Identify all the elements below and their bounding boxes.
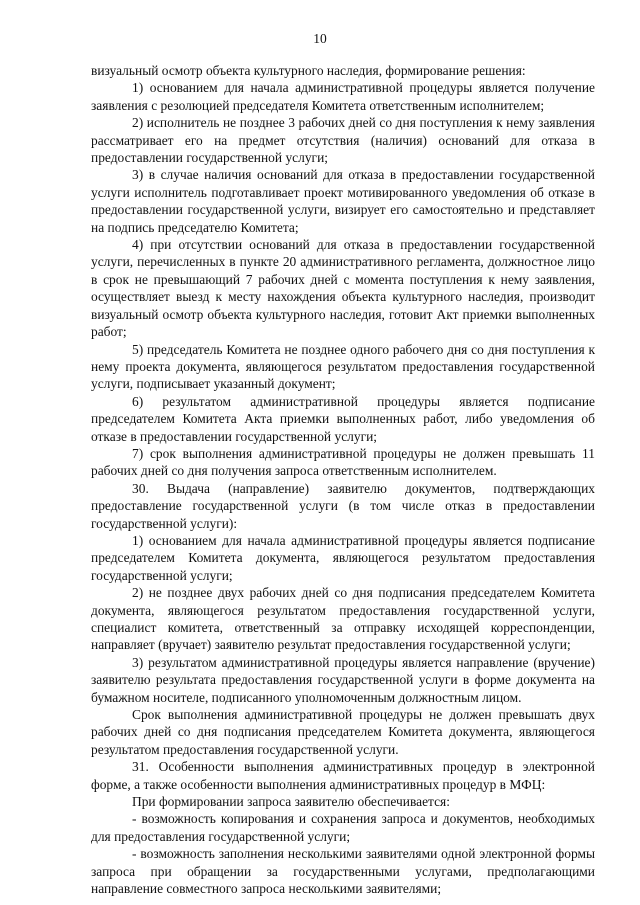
paragraph: 5) председатель Комитета не позднее одного рабочего дня со дня поступления к нему проекта документа, являющегося результатом предоставления государственной услуги, подписывает указанный документ; — [91, 341, 595, 392]
paragraph: 3) в случае наличия оснований для отказа в предоставлении государственной услуги исполнитель подготавливает проект мотивированного уведомления об отказе в предоставлении государственной услуги, визирует его самостоятельно и представляет на подпись председателю Комитета; — [91, 167, 595, 235]
paragraph: - возможность заполнения несколькими заявителями одной электронной формы запроса при обращении за государственными услугами, предполагающими направление совместного запроса несколькими заявителями; — [91, 846, 595, 897]
paragraph: 1) основанием для начала административной процедуры является подписание председателем Комитета документа, являющегося результатом предоставления государственной услуги; — [91, 532, 595, 583]
paragraph: - возможность копирования и сохранения запроса и документов, необходимых для предоставления государственной услуги; — [91, 811, 595, 844]
paragraph: 31. Особенности выполнения административных процедур в электронной форме, а также особенности выполнения административных процедур в МФЦ: — [91, 759, 595, 792]
document-body — [91, 62, 595, 898]
paragraph: 3) результатом административной процедуры является направление (вручение) заявителю результата предоставления государственной услуги в форме документа на бумажном носителе, подписанного уполномоченным должностным лицом. — [91, 654, 595, 705]
page-number: 10 — [313, 31, 327, 46]
paragraph: 6) результатом административной процедуры является подписание председателем Комитета Акта приемки выполненных работ, либо уведомления об отказе в предоставлении государственной услуги; — [91, 393, 595, 444]
paragraph: Срок выполнения административной процедуры не должен превышать двух рабочих дней со дня подписания председателем Комитета документа, являющегося результатом предоставления государственной услуги. — [91, 707, 595, 757]
paragraph: 7) срок выполнения административной процедуры не должен превышать 11 рабочих дней со дня получения запроса ответственным исполнителем. — [91, 445, 595, 479]
paragraph: 2) исполнитель не позднее 3 рабочих дней со дня поступления к нему заявления рассматривает его на предмет отсутствия (наличия) оснований для отказа в предоставлении государственной услуги; — [91, 115, 595, 166]
paragraph: 4) при отсутствии оснований для отказа в предоставлении государственной услуги, перечисленных в пункте 20 административного регламента, должностное лицо в срок не превышающий 7 рабочих дней с момента поступления к нему заявления, осуществляет выезд к месту нахождения объекта культурного наследия, производит визуальный осмотр объекта культурного наследия, готовит Акт приемки выполненных работ; — [91, 237, 595, 340]
paragraph: При формировании запроса заявителю обеспечивается: — [132, 794, 450, 810]
paragraph: 2) не позднее двух рабочих дней со дня подписания председателем Комитета документа, являющегося результатом предоставления государственной услуги, специалист комитета, ответственный за отправку исходящей корреспонденции, направляет (вручает) заявителю результат предоставления государственной услуги; — [91, 585, 595, 653]
paragraph: 1) основанием для начала административной процедуры является получение заявления с резолюцией председателя Комитета ответственным исполнителем; — [91, 80, 595, 113]
paragraph: 30. Выдача (направление) заявителю документов, подтверждающих предоставление государственной услуги (в том числе отказ в предоставлении государственной услуги): — [91, 480, 595, 531]
paragraph: визуальный осмотр объекта культурного наследия, формирование решения: — [91, 63, 526, 78]
